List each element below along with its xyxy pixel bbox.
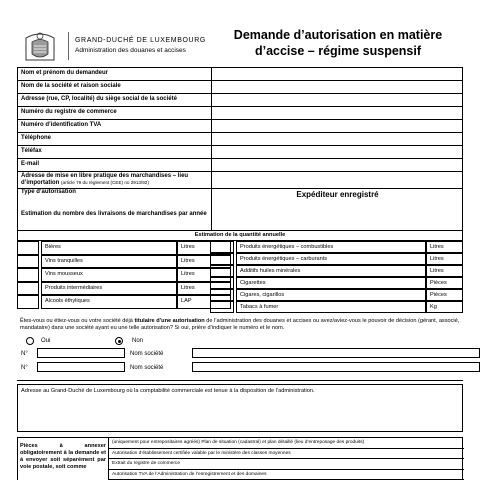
right-product-name: Produits énergétiques – carburants xyxy=(236,253,426,265)
right-checkbox-0[interactable] xyxy=(210,241,234,253)
authorization-type-value: Expéditeur enregistré xyxy=(296,190,379,199)
org-name: GRAND-DUCHÉ DE LUXEMBOURG xyxy=(75,37,206,44)
form-fields xyxy=(17,67,463,231)
company-label-1: Nom société xyxy=(130,351,164,357)
field-vat-value[interactable] xyxy=(212,120,463,132)
attachments-label: Pièces à annexer obligatoirement à la demande et à envoyer soit séparément par voie postale, soit comme xyxy=(20,443,106,470)
right-product-unit: Litres xyxy=(426,265,463,277)
field-address-value[interactable] xyxy=(212,94,463,106)
right-checkbox-1[interactable] xyxy=(210,253,234,265)
company-input-1[interactable] xyxy=(192,348,480,358)
number-input-1[interactable] xyxy=(37,348,125,358)
org-subtitle: Administration des douanes et accises xyxy=(75,47,186,54)
page-title: Demande d’autorisation en matière d’accise – régime suspensif xyxy=(233,28,443,58)
attachments-section xyxy=(17,437,463,480)
attachment-item: Autorisation d’établissement certifiée valable par le ministère des classes moyennes xyxy=(109,449,464,460)
left-product-name: Vins mousseux xyxy=(41,268,177,282)
quantity-header: Estimation de la quantité annuelle xyxy=(194,232,286,238)
field-address-label: Adresse (rue, CP, localité) du siège social de la société xyxy=(21,96,177,102)
radio-non-label: Non xyxy=(132,338,144,344)
right-product-unit: Litres xyxy=(426,253,463,265)
right-product-name: Cigares, cigarillos xyxy=(236,289,426,301)
right-product-name: Additifs huiles minérales xyxy=(236,265,426,277)
field-vat-label: Numéro d’identification TVA xyxy=(21,122,102,128)
company-input-2[interactable] xyxy=(192,362,480,372)
right-product-name: Cigarettes xyxy=(236,277,426,289)
company-label-2: Nom société xyxy=(130,365,164,371)
radio-oui-label: Oui xyxy=(41,338,51,344)
left-product-unit: Litres xyxy=(177,255,231,269)
field-import-text: Adresse de mise en libre pratique des marchandises – lieu d’importation xyxy=(21,173,189,186)
field-email-label: E-mail xyxy=(21,161,40,167)
left-product-name: Vins tranquilles xyxy=(41,255,177,269)
left-checkbox-1[interactable] xyxy=(17,255,39,269)
field-registry-value[interactable] xyxy=(212,107,463,119)
left-product-unit: Litres xyxy=(177,268,231,282)
right-checkbox-2[interactable] xyxy=(210,265,234,277)
field-phone-value[interactable] xyxy=(212,133,463,145)
left-product-name: Alcools éthyliques xyxy=(41,295,177,309)
field-company-value[interactable] xyxy=(212,81,463,93)
left-checkbox-2[interactable] xyxy=(17,268,39,282)
left-checkbox-3[interactable] xyxy=(17,282,39,296)
number-input-2[interactable] xyxy=(37,362,125,372)
radio-non[interactable] xyxy=(115,337,123,345)
field-fax-value[interactable] xyxy=(212,146,463,158)
field-import-label xyxy=(21,173,207,187)
quantity-section xyxy=(17,231,463,241)
attachment-items xyxy=(109,438,464,480)
attachment-item: (uniquement pour entrepositaires agréés) Plan de situation (cadastral) et plan détaillé (lieu d’entreposage des produits) xyxy=(109,438,464,449)
field-name-value[interactable] xyxy=(212,68,463,80)
left-checkbox-0[interactable] xyxy=(17,241,39,255)
field-deliveries-label: Estimation du nombre des livraisons de marchandises par année xyxy=(21,211,207,217)
org-divider xyxy=(68,32,69,60)
accounting-address-label: Adresse au Grand-Duché de Luxembourg où la comptabilité commerciale est tenue à la disposition de l’administration. xyxy=(21,388,315,394)
field-import-note: (article 79 du règlement (CEE) no 2913/92) xyxy=(61,180,149,185)
right-product-name: Produits énergétiques – combustibles xyxy=(236,241,426,253)
left-product-unit: Litres xyxy=(177,282,231,296)
field-phone-label: Téléphone xyxy=(21,135,52,141)
right-product-unit: Pièces xyxy=(426,289,463,301)
left-product-name: Produits intermédiaires xyxy=(41,282,177,296)
number-label-2: N° xyxy=(21,365,28,371)
number-label-1: N° xyxy=(21,351,28,357)
left-product-unit: Litres xyxy=(177,241,231,255)
field-registry-label: Numéro du registre de commerce xyxy=(21,109,117,115)
field-authorization-type-label: Type d’autorisation xyxy=(21,189,76,195)
field-email-value[interactable] xyxy=(212,159,463,171)
right-checkbox-3[interactable] xyxy=(210,277,234,289)
field-company-label: Nom de la société et raison sociale xyxy=(21,83,121,89)
field-name-label: Nom et prénom du demandeur xyxy=(21,70,109,76)
right-checkbox-5[interactable] xyxy=(210,301,234,313)
right-product-name: Tabacs à fumer xyxy=(236,301,426,313)
field-fax-label: Téléfax xyxy=(21,148,42,154)
logo-crest-icon xyxy=(20,30,60,64)
field-import-value[interactable] xyxy=(212,172,463,188)
prior-authorization-section xyxy=(17,316,463,381)
field-deliveries-value[interactable] xyxy=(212,208,463,231)
left-checkbox-4[interactable] xyxy=(17,295,39,309)
right-product-unit: Kg xyxy=(426,301,463,313)
left-product-unit: LAP xyxy=(177,295,231,309)
right-checkbox-4[interactable] xyxy=(210,289,234,301)
prior-authorization-question: Êtes-vous ou étiez-vous ou votre société déjà titulaire d’une autorisation de l’administration des douanes et accises ou avez/aviez-vous le pouvoir de décision (gérant, associé, mandataire) dans une société ayant eu une telle autorisation? Si oui, prière d’indiquer le numéro et le nom. xyxy=(20,318,460,331)
left-product-name: Bières xyxy=(41,241,177,255)
accounting-address-box[interactable] xyxy=(17,384,463,432)
attachment-item: Extrait du registre de commerce xyxy=(109,459,464,470)
right-product-unit: Pièces xyxy=(426,277,463,289)
radio-oui[interactable] xyxy=(26,337,34,345)
right-product-unit: Litres xyxy=(426,241,463,253)
attachment-item: Autorisation TVA de l’Administration de l’enregistrement et des domaines xyxy=(109,470,464,480)
